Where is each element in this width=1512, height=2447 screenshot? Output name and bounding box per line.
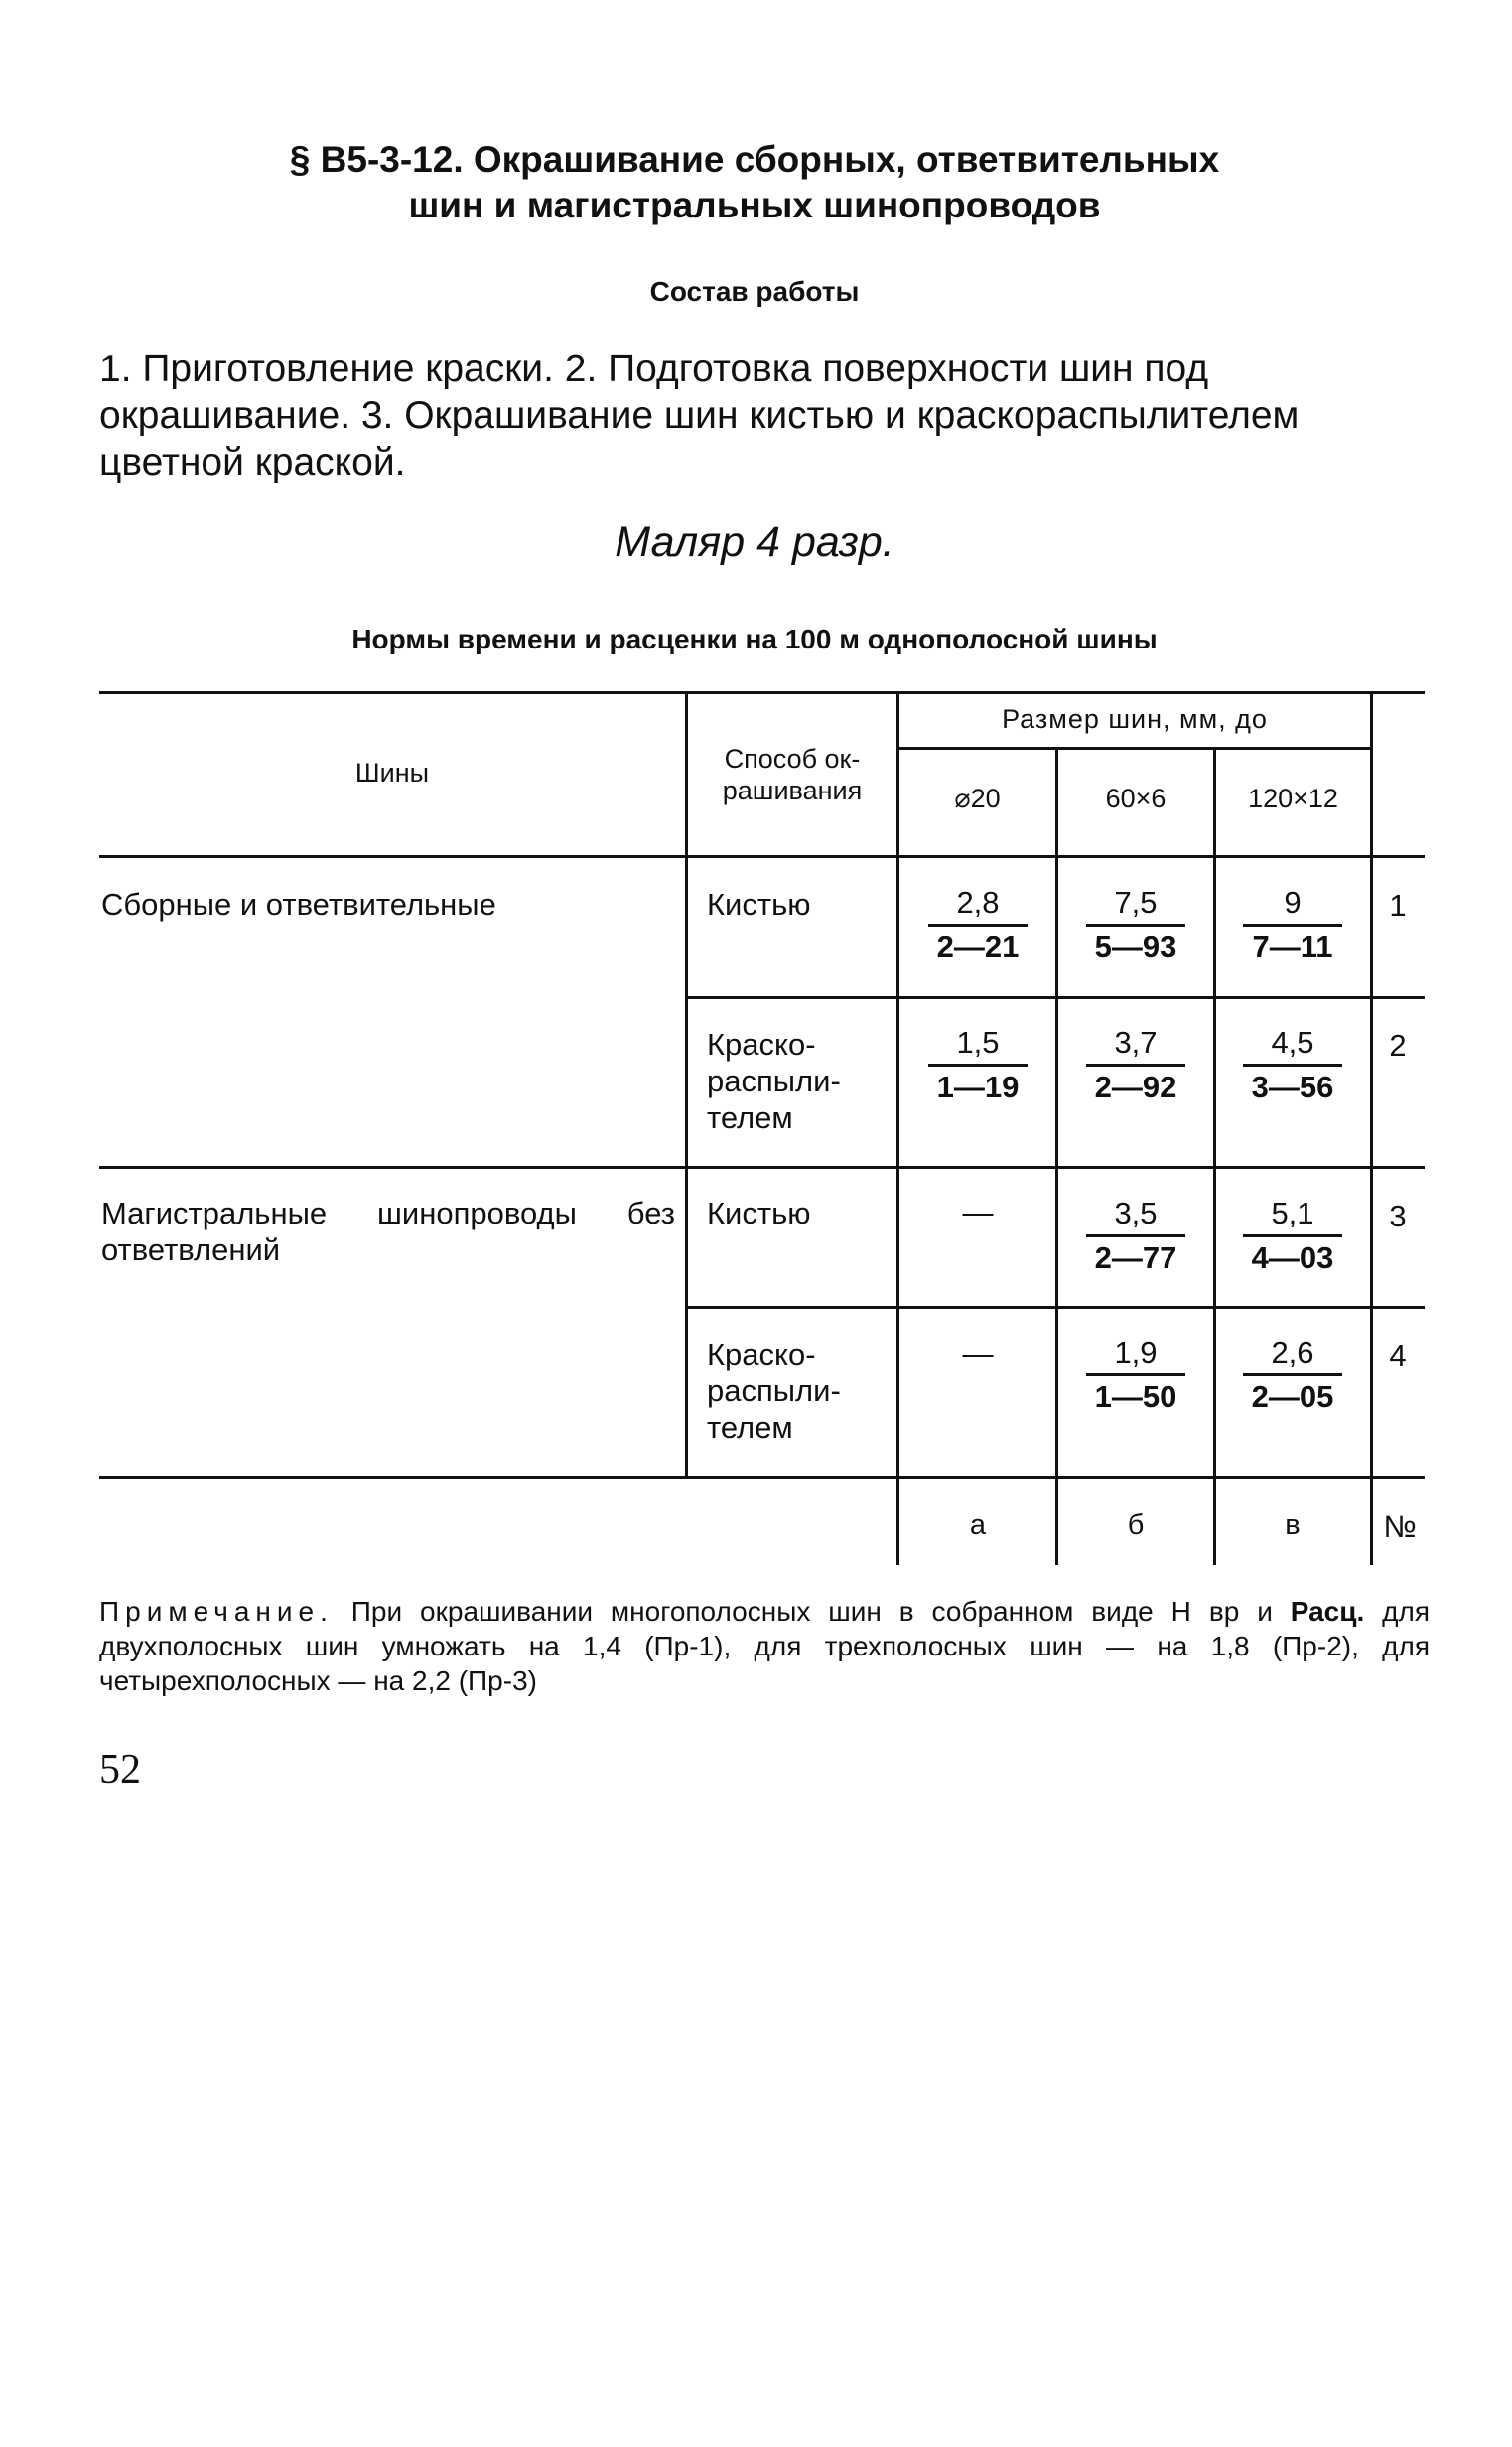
group-name-assembly: Сборные и ответвительные: [101, 887, 496, 922]
no-col-left-rule: [1370, 691, 1373, 1565]
header-method-line2: рашивания: [722, 776, 863, 805]
row4-d20-dash: —: [962, 1336, 994, 1370]
method-col-left-rule: [685, 691, 688, 1478]
header-size-60x6: 60×6: [1105, 784, 1167, 813]
row3-method: [707, 1195, 886, 1231]
worker-grade: Маляр 4 разр.: [615, 518, 894, 566]
row3-method-line1: Кистью: [707, 1196, 811, 1230]
row4-120x12-value: [1243, 1334, 1342, 1418]
row2-d20-rate: 1—19: [936, 1070, 1020, 1104]
section-title: [149, 137, 1360, 228]
footer-number-sign: №: [1383, 1510, 1417, 1544]
row4-120x12-rate: 2—05: [1251, 1379, 1334, 1414]
header-size-120x12: 120×12: [1248, 784, 1338, 813]
row4-method-line3: телем: [707, 1410, 793, 1445]
footer-letter-a: а: [969, 1510, 987, 1541]
row2-120x12-value: [1243, 1024, 1342, 1108]
composition-heading: Состав работы: [649, 276, 860, 307]
row1-d20-rate: 2—21: [936, 930, 1020, 964]
row4-method-line2: распыли-: [707, 1373, 841, 1408]
group-name-trunk-line2: ответвлений: [101, 1232, 281, 1267]
composition-text: 1. Приготовление краски. 2. Подготовка поверхности шин под окрашивание. 3. Окрашивание шин кистью и краскораспылителем цветной краской.: [99, 348, 1300, 484]
row4-method: [707, 1336, 886, 1446]
footnote-hvr: Н вр: [1170, 1596, 1240, 1627]
header-size-group: Размер шин, мм, до: [1002, 704, 1268, 734]
header-bottom-rule: [99, 855, 1425, 858]
row2-d20-time: 1,5: [928, 1024, 1028, 1067]
row3-60x6-rate: 2—77: [1094, 1240, 1177, 1275]
footnote-and: и: [1239, 1596, 1291, 1627]
footer-letter-b: б: [1127, 1510, 1145, 1541]
row4-60x6-value: [1086, 1334, 1185, 1418]
header-method: [688, 743, 896, 806]
size-group-rule: [898, 747, 1372, 750]
row1-d20-value: [928, 884, 1028, 968]
row3-number: 3: [1389, 1199, 1407, 1233]
row2-method-line3: телем: [707, 1100, 793, 1135]
row2-120x12-time: 4,5: [1243, 1024, 1342, 1067]
row3-120x12-value: [1243, 1195, 1342, 1279]
footnote-label: Примечание.: [99, 1596, 334, 1627]
row1-120x12-rate: 7—11: [1252, 930, 1333, 964]
row1-60x6-rate: 5—93: [1094, 930, 1177, 964]
row2-method-line1: Краско-: [707, 1027, 816, 1062]
row2-60x6-time: 3,7: [1086, 1024, 1185, 1067]
row3-120x12-rate: 4—03: [1251, 1240, 1334, 1275]
footnote: [99, 1594, 1430, 1698]
row2-120x12-rate: 3—56: [1251, 1070, 1334, 1104]
row1-number: 1: [1389, 888, 1407, 923]
header-size-d20: ⌀20: [954, 784, 1001, 813]
row4-60x6-rate: 1—50: [1094, 1379, 1177, 1414]
row4-method-line1: Краско-: [707, 1337, 816, 1371]
footer-letter-v: в: [1285, 1510, 1301, 1541]
group-name-trunk: [101, 1195, 675, 1268]
row2-d20-value: [928, 1024, 1028, 1108]
row1-60x6-time: 7,5: [1086, 884, 1185, 927]
size-col3-left-rule: [1213, 747, 1216, 1565]
row4-120x12-time: 2,6: [1243, 1334, 1342, 1376]
row4-number: 4: [1389, 1338, 1407, 1372]
row1-60x6-value: [1086, 884, 1185, 968]
row2-method-line2: распыли-: [707, 1064, 841, 1098]
row2-method: [707, 1026, 886, 1136]
footnote-text1: При окрашивании многополосных шин в собранном виде: [333, 1596, 1154, 1627]
row1-method: [707, 886, 886, 923]
size-col2-left-rule: [1055, 747, 1058, 1565]
size-col1-left-rule: [896, 691, 899, 1565]
group1-bottom-rule: [99, 1166, 1425, 1169]
header-method-line1: Способ ок-: [724, 744, 861, 774]
header-tires: Шины: [354, 758, 430, 788]
table-caption: Нормы времени и расценки на 100 м однополосной шины: [351, 624, 1158, 654]
section-title-line1: § В5-3-12. Окрашивание сборных, ответвительных: [289, 139, 1220, 180]
row3-120x12-time: 5,1: [1243, 1195, 1342, 1237]
row2-60x6-value: [1086, 1024, 1185, 1108]
row2-number: 2: [1389, 1028, 1407, 1063]
page-number: 52: [99, 1747, 141, 1793]
row1-d20-time: 2,8: [928, 884, 1028, 927]
section-title-line2: шин и магистральных шинопроводов: [408, 185, 1101, 225]
footnote-rasc: Расц.: [1290, 1596, 1365, 1627]
row3-d20-dash: —: [962, 1195, 994, 1229]
row1-120x12-time: 9: [1243, 884, 1342, 927]
footnote-text2: для двухполосных шин умножать на 1,4 (Пр-1), для трехполосных шин — на 1,8 (Пр-2), для четырехполосных — на 2,2 (Пр-3): [99, 1596, 1431, 1696]
row2-60x6-rate: 2—92: [1094, 1070, 1177, 1104]
table-body-bottom-rule: [99, 1476, 1425, 1479]
row3-60x6-value: [1086, 1195, 1185, 1279]
table-top-rule: [99, 691, 1425, 694]
group-name-trunk-line1: Магистральные шинопроводы без: [101, 1196, 675, 1230]
row1-method-line1: Кистью: [707, 887, 811, 922]
row1-120x12-value: [1243, 884, 1342, 968]
row3-60x6-time: 3,5: [1086, 1195, 1185, 1237]
row4-60x6-time: 1,9: [1086, 1334, 1185, 1376]
